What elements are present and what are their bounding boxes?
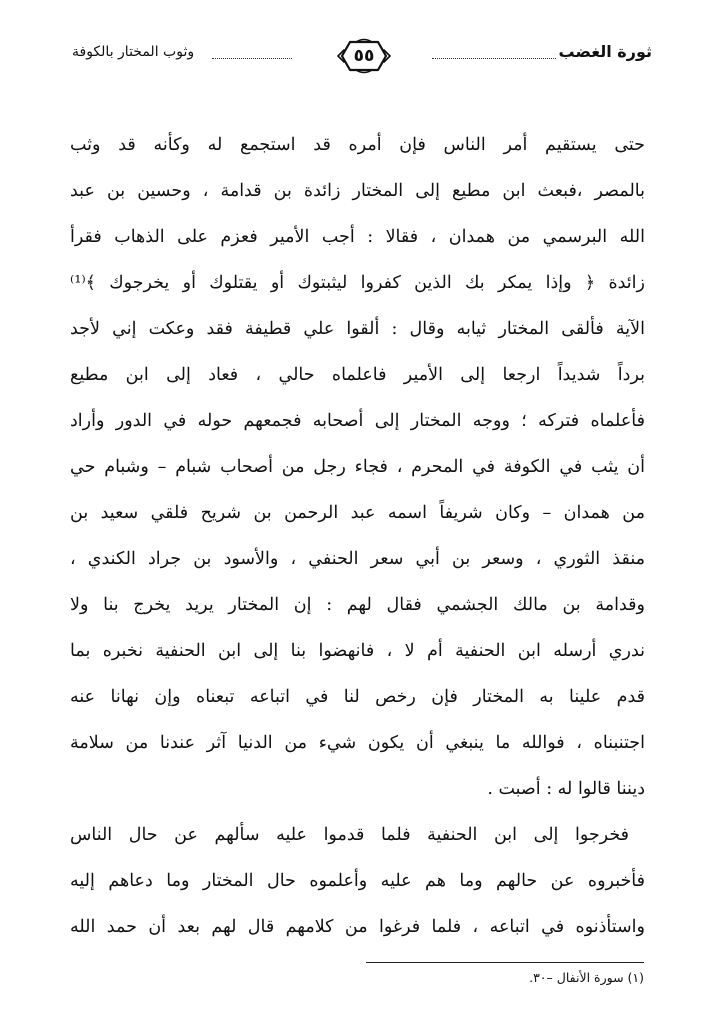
page-header: [72, 36, 652, 76]
text-line: ديننا قالوا له : أصبت .: [487, 779, 645, 799]
page-number: ٥٥: [353, 46, 375, 66]
chapter-title: وثوب المختار بالكوفة: [72, 44, 195, 60]
text-line: ندري أرسله ابن الحنفية أم لا ، فانهضوا بنا إلى ابن الحنفية نخبره بما: [70, 641, 645, 661]
body-text: [70, 122, 645, 950]
text-line: وقدامة بن مالك الجشمي فقال لهم : إن المختار يريد يخرج بنا ولا: [70, 595, 645, 615]
text-line: فأعلماه فتركه ؛ ووجه المختار إلى أصحابه فجمعهم حوله في الدور وأراد: [70, 411, 645, 431]
text-line: من همدان – وكان شريفاً اسمه عبد الرحمن بن شريح فلقي سعيد بن: [70, 503, 645, 523]
text-line: الله البرسمي من همدان ، فقالا : أجب الأمير فعزم على الذهاب فقرأ: [70, 227, 645, 247]
text-line: بالمصر ،فبعث ابن مطيع إلى المختار زائدة بن قدامة ، وحسين بن عبد: [70, 181, 645, 201]
footnote-divider: [366, 962, 644, 963]
text-line: منقذ الثوري ، وسعر بن أبي سعر الحنفي ، والأسود بن جراد الكندي ،: [70, 549, 645, 569]
book-title: ثورة الغضب: [558, 42, 652, 61]
text-line: زائدة ﴿ وإذا يمكر بك الذين كفروا ليثبتوك أو يقتلوك أو يخرجوك ﴾⁽¹⁾: [70, 273, 645, 293]
header-leader-dots-right: [432, 58, 556, 59]
text-line: فخرجوا إلى ابن الحنفية فلما قدموا عليه سألهم عن حال الناس: [70, 825, 629, 845]
footnote: (١) سورة الأنفال –٣٠.: [529, 970, 644, 985]
text-line: واستأذنوه في اتباعه ، فلما فرغوا من كلامهم قال لهم بعد أن حمد الله: [70, 917, 645, 937]
header-leader-dots-left: [212, 58, 292, 59]
text-line: قدم علينا به المختار فإن رخص لنا في اتباعه تبعناه وإن نهانا عنه: [70, 687, 645, 707]
text-line: حتى يستقيم أمر الناس فإن أمره قد استجمع له وكأنه قد وثب: [70, 135, 645, 155]
text-line: اجتنبناه ، فوالله ما ينبغي أن يكون شيء من الدنيا آثر عندنا من سلامة: [70, 733, 645, 753]
page-number-badge: [336, 36, 392, 76]
text-line: أن يثب في الكوفة في المحرم ، فجاء رجل من أصحاب شبام – وشبام حي: [70, 457, 645, 477]
text-line: فأخبروه عن حالهم وما هم عليه وأعلموه حال المختار وما دعاهم إليه: [70, 871, 645, 891]
text-line: الآية فألقى المختار ثيابه وقال : ألقوا علي قطيفة فقد وعكت إني لأجد: [70, 319, 645, 339]
text-line: برداً شديداً ارجعا إلى الأمير فاعلماه حالي ، فعاد إلى ابن مطيع: [70, 365, 645, 385]
